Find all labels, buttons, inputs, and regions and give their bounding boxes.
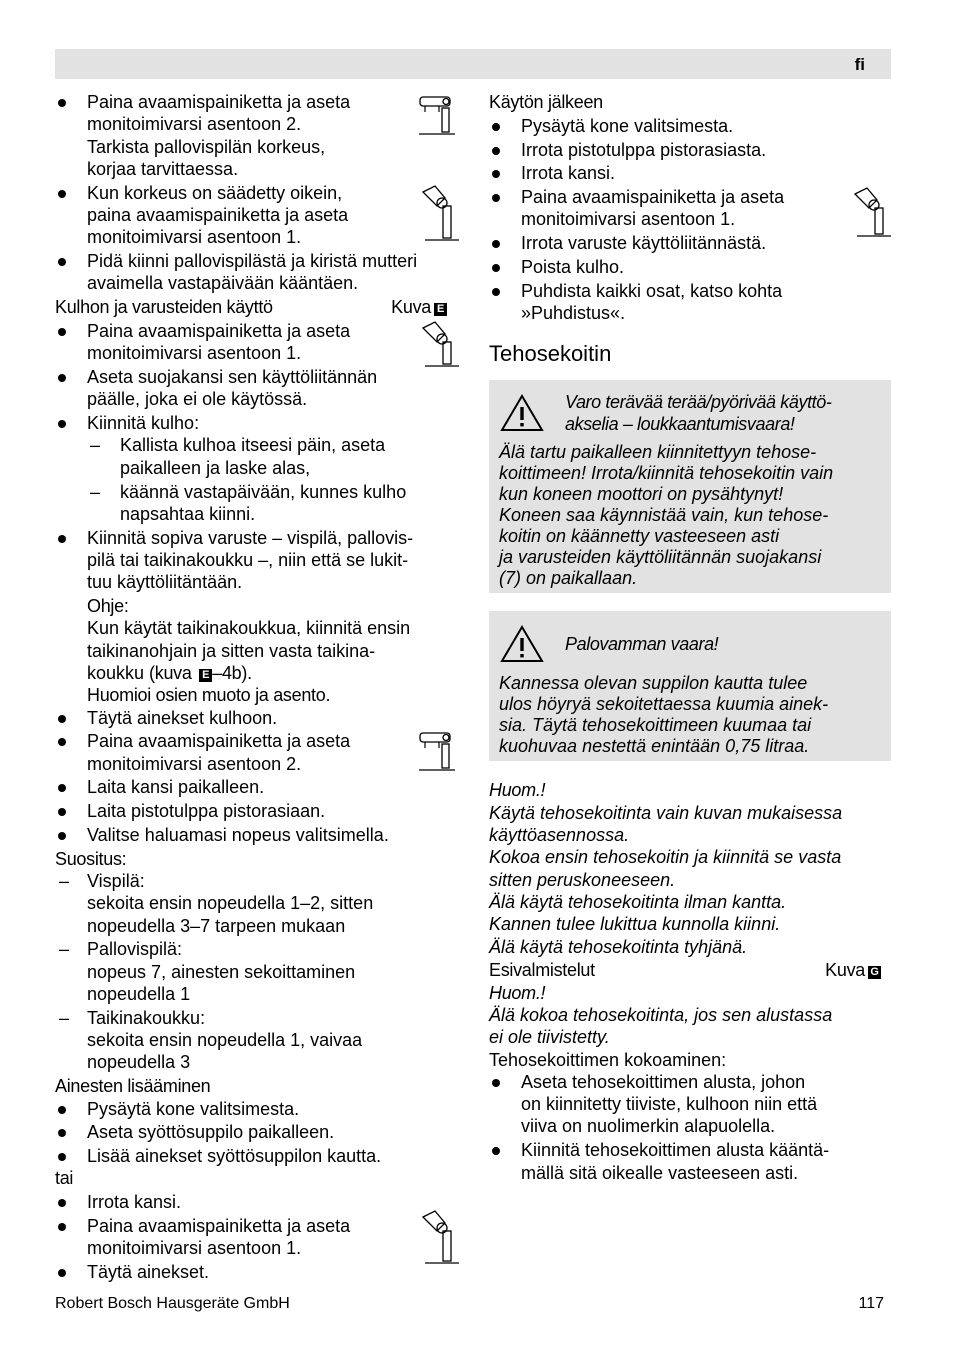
warning-heading: Varo terävää terää/pyörivää käyttö- akselia – loukkaantumisvaara! [499, 388, 881, 438]
warning-triangle-icon [499, 393, 545, 433]
warning-heading: Palovamman vaara! [499, 619, 881, 669]
list-item: Aseta suojakansi sen käyttöliitännän päälle, joka ei ole käytössä. [55, 366, 465, 411]
list-subitem: – käännä vastapäivään, kunnes kulho napsahtaa kiinni. [55, 481, 465, 526]
note-emphasis: Huomioi osien muoto ja asento. [87, 685, 331, 706]
list-item: Irrota kansi. [55, 1191, 465, 1213]
list-item: Paina avaamispainiketta ja aseta monitoimivarsi asentoon 1. [55, 1215, 465, 1260]
list-item: Paina avaamispainiketta ja aseta monitoimivarsi asentoon 1. [55, 320, 465, 365]
page-number: 117 [858, 1295, 884, 1312]
note-text: Kun käytät taikinakoukkua, kiinnitä ensin taikinanohjain ja sitten vasta taikina- koukku (kuva E –4b). [87, 618, 411, 683]
list-item: Poista kulho. [489, 256, 891, 278]
list-item: Irrota varuste käyttöliitännästä. [489, 232, 891, 254]
section-heading: Ainesten lisääminen [55, 1076, 211, 1097]
mixer-arm-position-1-icon [421, 320, 461, 368]
figure-ref: Kuva E [391, 296, 447, 318]
list-item: Valitse haluamasi nopeus valitsimella. [55, 824, 465, 846]
list-subitem: – Taikinakoukku: [55, 1007, 465, 1029]
mixer-arm-position-2-icon [417, 94, 457, 138]
notice-label: Huom.! [489, 780, 546, 801]
warning-box [489, 380, 891, 593]
section-heading: Käytön jälkeen [489, 92, 603, 112]
footer-company: Robert Bosch Hausgeräte GmbH [55, 1295, 290, 1312]
recommendation-text: sekoita ensin nopeudella 1, vaivaa nopeudella 3 [87, 1030, 363, 1073]
section-title: Tehosekoitin [489, 341, 612, 367]
note-label: Ohje: [87, 596, 129, 617]
list-item: Laita kansi paikalleen. [55, 776, 465, 798]
figure-letter-box: G [868, 966, 881, 979]
list-item: Paina avaamispainiketta ja aseta monitoimivarsi asentoon 2. [55, 730, 465, 775]
list-subitem: – Kallista kulhoa itseesi päin, aseta paikalleen ja laske alas, [55, 434, 465, 479]
warning-text: Kannessa olevan suppilon kautta tulee ulos höyryä sekoitettaessa kuumia ainek- sia. Täytä tehosekoittimeen kuumaa tai kuohuvaa nestettä enintään 0,75 litraa. [499, 673, 829, 757]
list-item: Irrota pistotulppa pistorasiasta. [489, 139, 891, 161]
list-subitem: – Pallovispilä: [55, 938, 465, 960]
list-item: Paina avaamispainiketta ja aseta monitoimivarsi asentoon 1. [489, 186, 891, 231]
warning-text: Älä tartu paikalleen kiinnitettyyn tehose- koittimeen! Irrota/kiinnitä tehosekoitin vain kun koneen moottori on pysähtynyt! Koneen saa käynnistää vain, kun tehose- koitin on käännetty vasteeseen asti ja varusteiden käyttöliitännän suojakansi (7) on paikallaan. [499, 442, 834, 589]
section-heading [55, 296, 447, 318]
list-item: Täytä ainekset. [55, 1261, 465, 1283]
list-item: Aseta syöttösuppilo paikalleen. [55, 1121, 465, 1143]
list-item: Irrota kansi. [489, 162, 891, 184]
list-item: Laita pistotulppa pistorasiaan. [55, 800, 465, 822]
list-subitem: – Vispilä: [55, 870, 465, 892]
list-item: Pysäytä kone valitsimesta. [55, 1098, 465, 1120]
list-item: Paina avaamispainiketta ja aseta monitoimivarsi asentoon 2. Tarkista pallovispilän korkeus, korjaa tarvittaessa. [55, 91, 465, 180]
list-item: Lisää ainekset syöttösuppilon kautta. [55, 1145, 465, 1167]
recommendation-text: sekoita ensin nopeudella 1–2, sitten nopeudella 3–7 tarpeen mukaan [87, 893, 374, 936]
list-item: Kiinnitä kulho: [55, 412, 465, 434]
notice-label: Huom.! [489, 982, 546, 1003]
mixer-arm-position-1-icon [421, 1209, 461, 1267]
list-item: Puhdista kaikki osat, katso kohta »Puhdistus«. [489, 280, 891, 325]
section-heading [489, 959, 881, 981]
figure-letter-box: E [199, 669, 212, 682]
figure-letter-box: E [434, 303, 447, 316]
left-column [55, 91, 465, 1283]
list-item: Kiinnitä tehosekoittimen alusta kääntä- mällä sitä oikealle vasteeseen asti. [489, 1139, 891, 1184]
right-column [489, 91, 891, 1184]
figure-ref: Kuva G [825, 959, 881, 981]
heading-title: Esivalmistelut [489, 960, 595, 981]
mixer-arm-position-1-icon [421, 184, 461, 244]
or-label: tai [55, 1168, 74, 1189]
list-item: Pidä kiinni pallovispilästä ja kiristä mutteri avaimella vastapäivään kääntäen. [55, 250, 465, 295]
recommendation-text: nopeus 7, ainesten sekoittaminen nopeudella 1 [87, 961, 356, 1005]
list-item: Kiinnitä sopiva varuste – vispilä, pallovis- pilä tai taikinakoukku –, niin että se lukit- tuu käyttöliitäntään. [55, 527, 465, 594]
recommendation-heading: Suositus: [55, 848, 127, 869]
list-item: Aseta tehosekoittimen alusta, johon on kiinnitetty tiiviste, kulhoon niin että viiva on nuolimerkin alapuolella. [489, 1071, 891, 1138]
notice-text: Älä kokoa tehosekoitinta, jos sen alustassa ei ole tiivistetty. [489, 1004, 833, 1048]
warning-triangle-icon [499, 624, 545, 664]
warning-box [489, 611, 891, 761]
header-bar [55, 49, 891, 79]
notice-text: Käytä tehosekoitinta vain kuvan mukaisessa käyttöasennossa. Kokoa ensin tehosekoitin ja kiinnitä se vasta sitten peruskoneeseen. Älä käytä tehosekoitinta ilman kantta. Kannen tulee lukittua kunnolla kiinni. Älä käytä tehosekoitinta tyhjänä. [489, 802, 843, 957]
list-item: Täytä ainekset kulhoon. [55, 707, 465, 729]
list-item: Pysäytä kone valitsimesta. [489, 115, 891, 137]
list-item: Kun korkeus on säädetty oikein, paina avaamispainiketta ja aseta monitoimivarsi asentoon 1. [55, 182, 465, 249]
assembly-intro: Tehosekoittimen kokoaminen: [489, 1049, 727, 1070]
language-code: fi [854, 55, 865, 74]
mixer-arm-position-2-icon [417, 730, 457, 774]
heading-title: Kulhon ja varusteiden käyttö [55, 297, 273, 318]
